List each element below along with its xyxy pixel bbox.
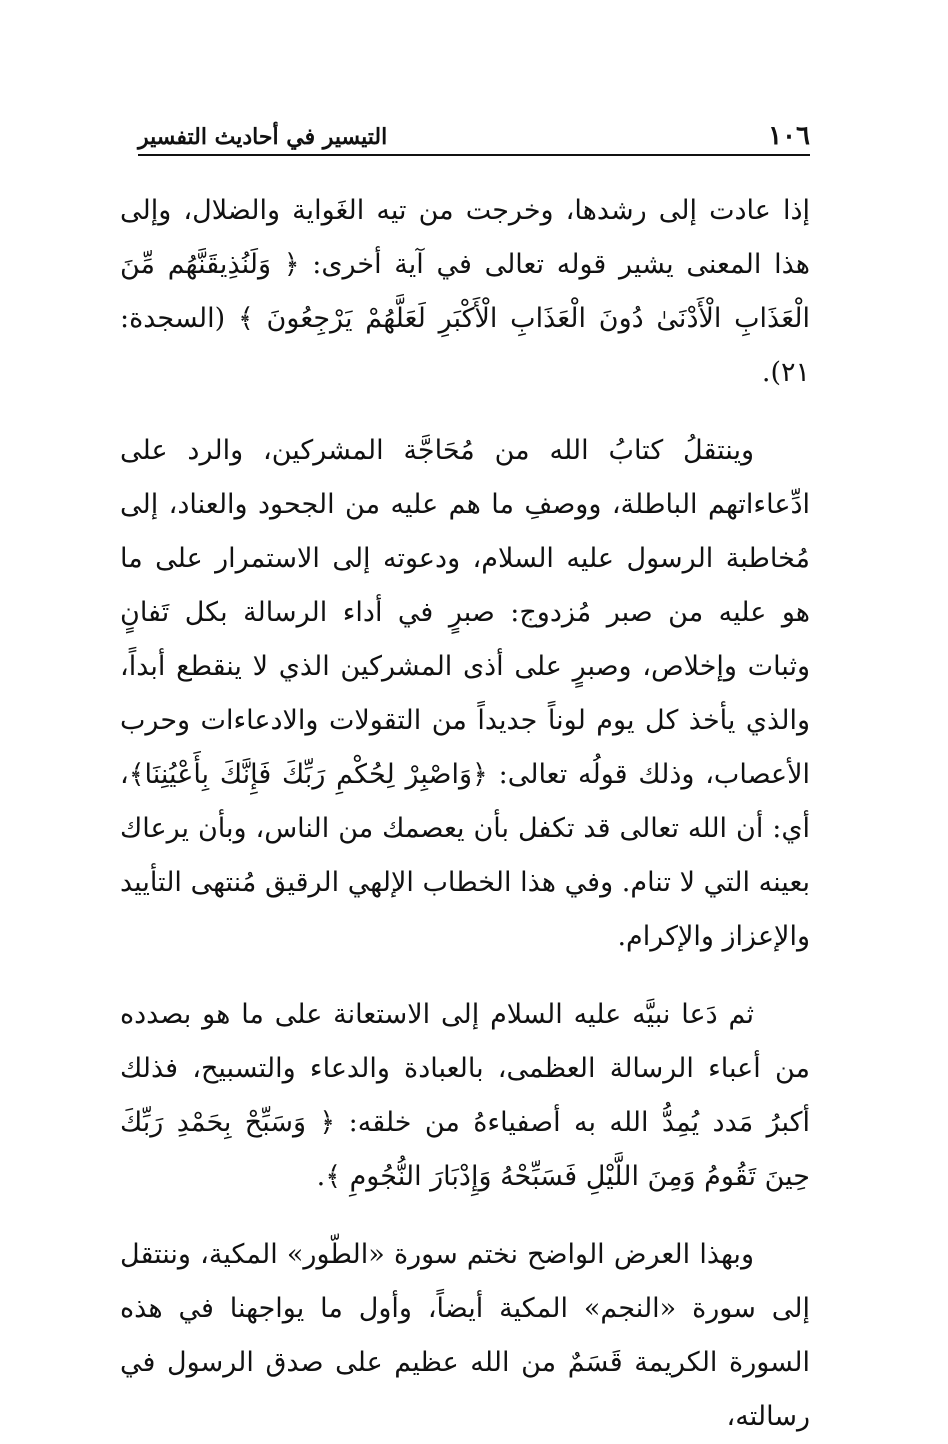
paragraph-4: وبهذا العرض الواضح نختم سورة «الطّور» المكية، وننتقل إلى سورة «النجم» المكية أيضاً، وأول ما يواجهنا في هذه السورة الكريمة قَسَمٌ من الله عظيم على صدق الرسول في رسالته، bbox=[120, 1239, 810, 1432]
paragraph-2: وينتقلُ كتابُ الله من مُحَاجَّة المشركين، والرد على ادِّعاءاتهم الباطلة، ووصفِ ما هم عليه من الجحود والعناد، إلى مُخاطبة الرسول عليه السلام، ودعوته إلى الاستمرار على ما هو عليه من صبر مُزدوج: صبرٍ في أداء الرسالة بكل تَفانٍ وثبات وإخلاص، وصبرٍ على أذى المشركين الذي لا ينقطع أبداً، والذي يأخذ كل يوم لوناً جديداً من التقولات والادعاءات وحرب الأعصاب، وذلك قولُه تعالى: ﴿وَاصْبِرْ لِحُكْمِ رَبِّكَ فَإِنَّكَ بِأَعْيُنِنَا﴾، أي: أن الله تعالى قد تكفل بأن يعصمك من الناس، وبأن يرعاك بعينه التي لا تنام. وفي هذا الخطاب الإلهي الرقيق مُنتهى التأييد والإعزاز والإكرام. bbox=[120, 435, 810, 952]
paragraph-1: إذا عادت إلى رشدها، وخرجت من تيه الغَواية والضلال، وإلى هذا المعنى يشير قوله تعالى في آية أخرى: ﴿ وَلَنُذِيقَنَّهُم مِّنَ الْعَذَابِ الْأَدْنَىٰ دُونَ الْعَذَابِ الْأَكْبَرِ لَعَلَّهُمْ يَرْجِعُونَ ﴾ (السجدة: ٢١). bbox=[120, 195, 810, 388]
book-title: التيسير في أحاديث التفسير bbox=[138, 124, 388, 150]
header-rule bbox=[138, 154, 810, 156]
running-head bbox=[138, 118, 810, 158]
page-number: ١٠٦ bbox=[768, 121, 810, 151]
body-text bbox=[120, 184, 810, 1444]
paragraph-3: ثم دَعا نبيَّه عليه السلام إلى الاستعانة على ما هو بصدده من أعباء الرسالة العظمى، بالعبادة والدعاء والتسبيح، فذلك أكبرُ مَدد يُمِدُّ الله به أصفياءهُ من خلقه: ﴿ وَسَبِّحْ بِحَمْدِ رَبِّكَ حِينَ تَقُومُ وَمِنَ اللَّيْلِ فَسَبِّحْهُ وَإِدْبَارَ النُّجُومِ ﴾. bbox=[120, 999, 810, 1192]
